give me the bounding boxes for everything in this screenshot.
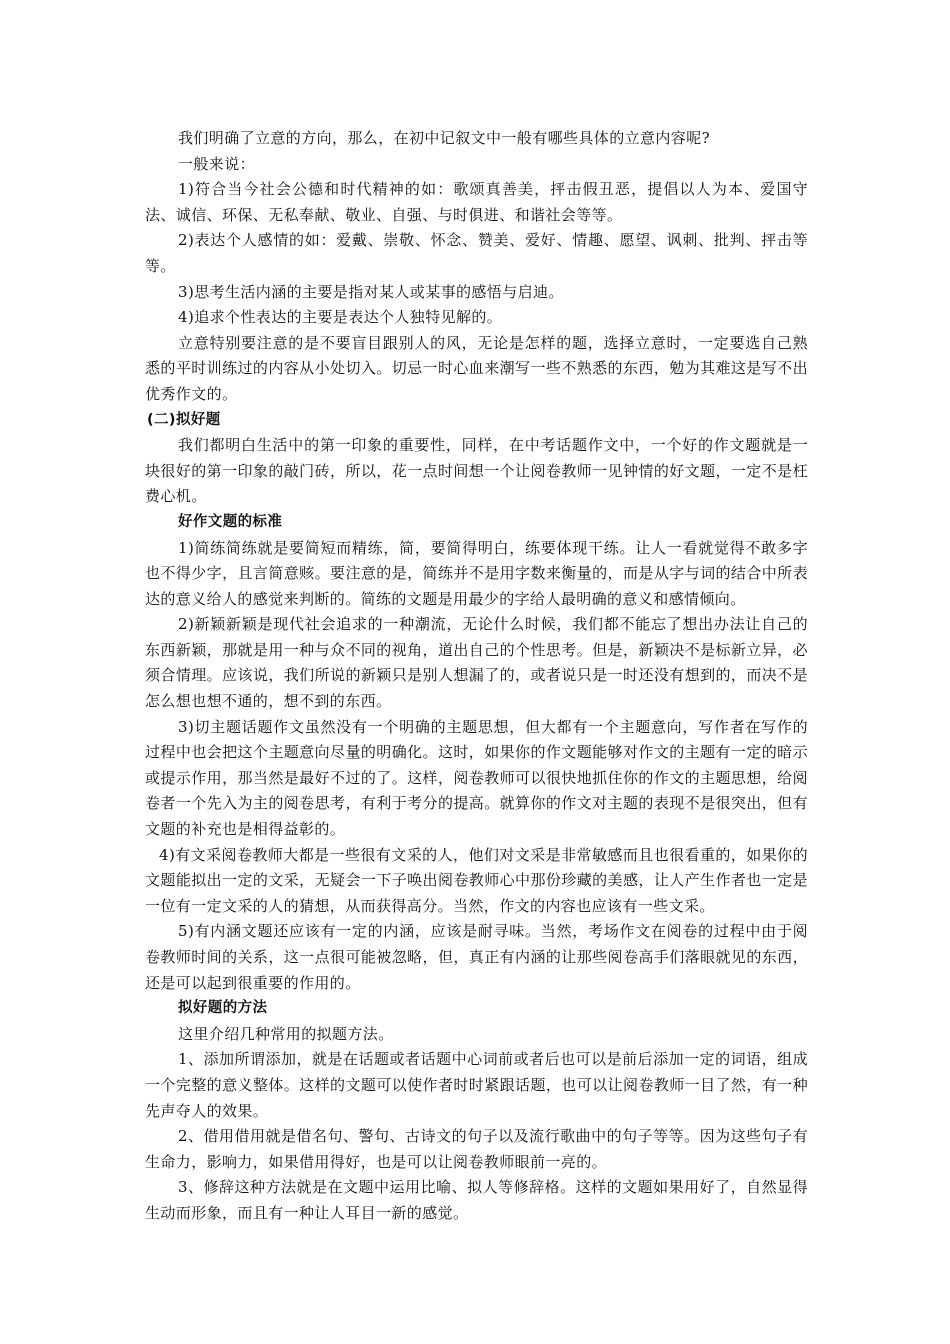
paragraph: 3)思考生活内涵的主要是指对某人或某事的感悟与启迪。 (178, 282, 564, 301)
paragraph: 2、借用借用就是借名句、警句、古诗文的句子以及流行歌曲中的句子等等。因为这些句子有生命力，影响力，如果借用得好，也是可以让阅卷教师眼前一亮的。 (145, 1127, 808, 1171)
paragraph: 立意特别要注意的是不要盲目跟别人的风，无论是怎样的题，选择立意时，一定要选自己熟悉的平时训练过的内容从小处切入。切忌一时心血来潮写一些不熟悉的东西，勉为其难这是写不出优秀作文的。 (145, 333, 808, 403)
paragraph: 一般来说： (178, 154, 256, 173)
paragraph: 1)符合当今社会公德和时代精神的如：歌颂真善美，抨击假丑恶，提倡以人为本、爱国守法、诚信、环保、无私奉献、敬业、自强、与时俱进、和谐社会等等。 (145, 180, 808, 224)
subheading: 拟好题的方法 (178, 1000, 268, 1017)
subheading: 好作文题的标准 (178, 513, 283, 530)
paragraph: 2)新颖新颖是现代社会追求的一种潮流，无论什么时候，我们都不能忘了想出办法让自己的东西新颖，那就是用一种与众不同的视角，道出自己的个性思考。但是，新颖决不是标新立异，必须合情理。应该说，我们所说的新颖只是别人想漏了的，或者说只是一时还没有想到的，而决不是怎么想也想不通的，想不到的东西。 (145, 615, 808, 711)
paragraph: 我们都明白生活中的第一印象的重要性，同样，在中考话题作文中，一个好的作文题就是一块很好的第一印象的敲门砖，所以，花一点时间想一个让阅卷教师一见钟情的好文题，一定不是枉费心机。 (145, 436, 808, 506)
paragraph: 1)简练简练就是要简短而精练，简，要简得明白，练要体现干练。让人一看就觉得不敢多字也不得少字，且言简意赅。要注意的是，简练并不是用字数来衡量的，而是从字与词的结合中所表达的意义给人的感觉来判断的。简练的文题是用最少的字给人最明确的意义和感情倾向。 (145, 538, 808, 608)
paragraph: 3、修辞这种方法就是在文题中运用比喻、拟人等修辞格。这样的文题如果用好了，自然显得生动而形象，而且有一种让人耳目一新的感觉。 (145, 1178, 808, 1222)
paragraph: 5)有内涵文题还应该有一定的内涵，应该是耐寻味。当然，考场作文在阅卷的过程中由于阅卷教师时间的关系，这一点很可能被忽略，但，真正有内涵的让那些阅卷高手们落眼就见的东西，还是可以起到很重要的作用的。 (145, 922, 808, 992)
paragraph: 4)有文采阅卷教师大都是一些很有文采的人，他们对文采是非常敏感而且也很看重的，如果你的文题能拟出一定的文采，无疑会一下子唤出阅卷教师心中那份珍藏的美感，让人产生作者也一定是一位有一定文采的人的猜想，从而获得高分。当然，作文的内容也应该有一些文采。 (145, 845, 808, 915)
paragraph: 4)追求个性表达的主要是表达个人独特见解的。 (178, 308, 503, 327)
paragraph: 这里介绍几种常用的拟题方法。 (178, 1024, 394, 1043)
document-page (145, 126, 808, 1227)
paragraph: 2)表达个人感情的如：爱戴、崇敬、怀念、赞美、爱好、情趣、愿望、讽刺、批判、抨击等等。 (145, 231, 808, 275)
paragraph: 3)切主题话题作文虽然没有一个明确的主题思想，但大都有一个主题意向，写作者在写作的过程中也会把这个主题意向尽量的明确化。这时，如果你的作文题能够对作文的主题有一定的暗示或提示作用，那当然是最好不过的了。这样，阅卷教师可以很快地抓住你的作文的主题思想，给阅卷者一个先入为主的阅卷思考，有利于考分的提高。就算你的作文对主题的表现不是很突出，但有文题的补充也是相得益彰的。 (145, 717, 808, 839)
paragraph: 1、添加所谓添加，就是在话题或者话题中心词前或者后也可以是前后添加一定的词语，组成一个完整的意义整体。这样的文题可以使作者时时紧跟话题，也可以让阅卷教师一目了然，有一种先声夺人的效果。 (145, 1050, 808, 1120)
paragraph: 我们明确了立意的方向，那么，在初中记叙文中一般有哪些具体的立意内容呢? (178, 129, 711, 147)
section-heading: (二)拟好题 (147, 411, 221, 428)
